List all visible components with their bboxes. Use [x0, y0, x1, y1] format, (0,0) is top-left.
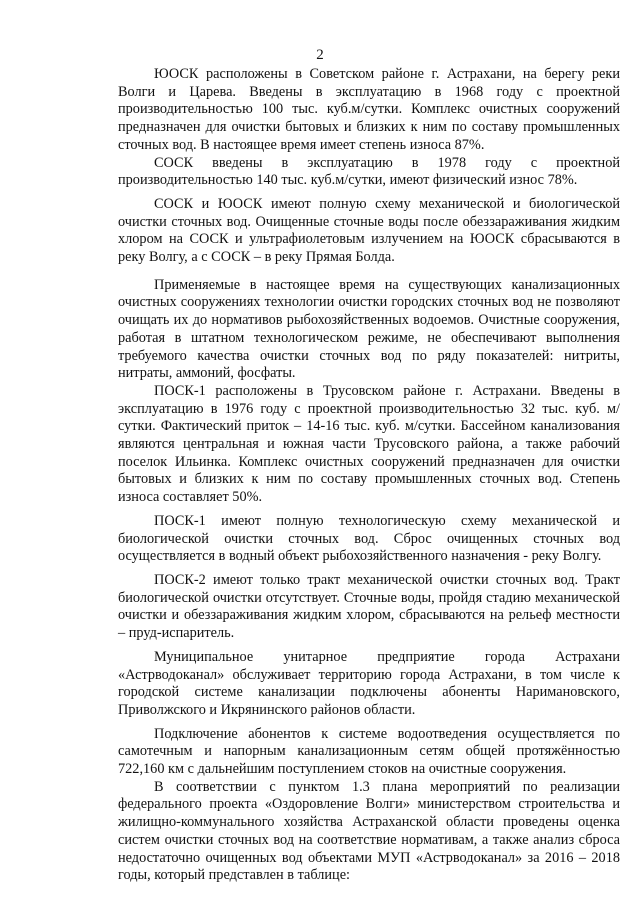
paragraph-yuosk: ЮОСК расположены в Советском районе г. Астрахани, на берегу реки Волги и Царева. Введены в эксплуатацию в 1968 году с проектной производительностью 100 тыс. куб.м/сутки. Комплекс очистных сооружений предназначен для очистки бытовых и близких к ним по составу промышленных сточных вод. В настоящее время имеет степень износа 87%. — [118, 66, 620, 153]
document-body — [118, 66, 620, 885]
paragraph-volga-project: В соответствии с пунктом 1.3 плана мероприятий по реализации федерального проекта «Оздоровление Волги» министерством строительства и жилищно-коммунального хозяйства Астраханской области проведены оценка систем очистки сточных вод на соответствие нормативам, а также анализ сброса недостаточно очищенных вод объектами МУП «Астрводоканал» за 2016 – 2018 годы, который представлен в таблице: — [118, 778, 620, 884]
paragraph-sosk: СОСК введены в эксплуатацию в 1978 году с проектной производительностью 140 тыс. куб.м/сутки, имеют физический износ 78%. — [118, 154, 620, 189]
paragraph-posk2: ПОСК-2 имеют только тракт механической очистки сточных вод. Тракт биологической очистки отсутствует. Сточные воды, пройдя стадию механической очистки и обеззараживания жидким хлором, сбрасываются на рельеф местности – пруд-испаритель. — [118, 571, 620, 642]
paragraph-sosk-yuosk-scheme: СОСК и ЮОСК имеют полную схему механической и биологической очистки сточных вод. Очищенные сточные воды после обеззараживания жидким хлором на СОСК и ультрафиолетовым излучением на ЮОСК сбрасываются в реку Волгу, а с СОСК – в реку Прямая Болда. — [118, 195, 620, 266]
page-number: 2 — [316, 47, 324, 63]
paragraph-posk1-scheme: ПОСК-1 имеют полную технологическую схему механической и биологической очистки сточных вод. Сброс очищенных сточных вод осуществляется в водный объект рыбохозяйственного назначения - реку Волгу. — [118, 512, 620, 565]
paragraph-connection: Подключение абонентов к системе водоотведения осуществляется по самотечным и напорным канализационным сетям общей протяжённостью 722,160 км с дальнейшим поступлением стоков на очистные сооружения. — [118, 725, 620, 778]
paragraph-posk1: ПОСК-1 расположены в Трусовском районе г. Астрахани. Введены в эксплуатацию в 1976 году с проектной производительностью 32 тыс. куб. м/сутки. Фактический приток – 14-16 тыс. куб. м/сутки. Бассейном канализования являются центральная и южная части Трусовского района, а также рабочий поселок Ильинка. Комплекс очистных сооружений предназначен для очистки бытовых и близких к ним по составу промышленных сточных вод. Степень износа составляет 50%. — [118, 382, 620, 506]
paragraph-technology: Применяемые в настоящее время на существующих канализационных очистных сооружениях технологии очистки городских сточных вод не позволяют очищать их до нормативов рыбохозяйственных водоемов. Очистные сооружения, работая в штатном технологическом режиме, не обеспечивают выполнения требуемого качества очистки сточных вод по ряду показателей: нитриты, нитраты, аммоний, фосфаты. — [118, 276, 620, 382]
paragraph-astrvodokanal: Муниципальное унитарное предприятие города Астрахани «Астрводоканал» обслуживает территорию города Астрахани, в том числе к городской системе канализации подключены абоненты Наримановского, Приволжского и Икрянинского районов области. — [118, 648, 620, 718]
